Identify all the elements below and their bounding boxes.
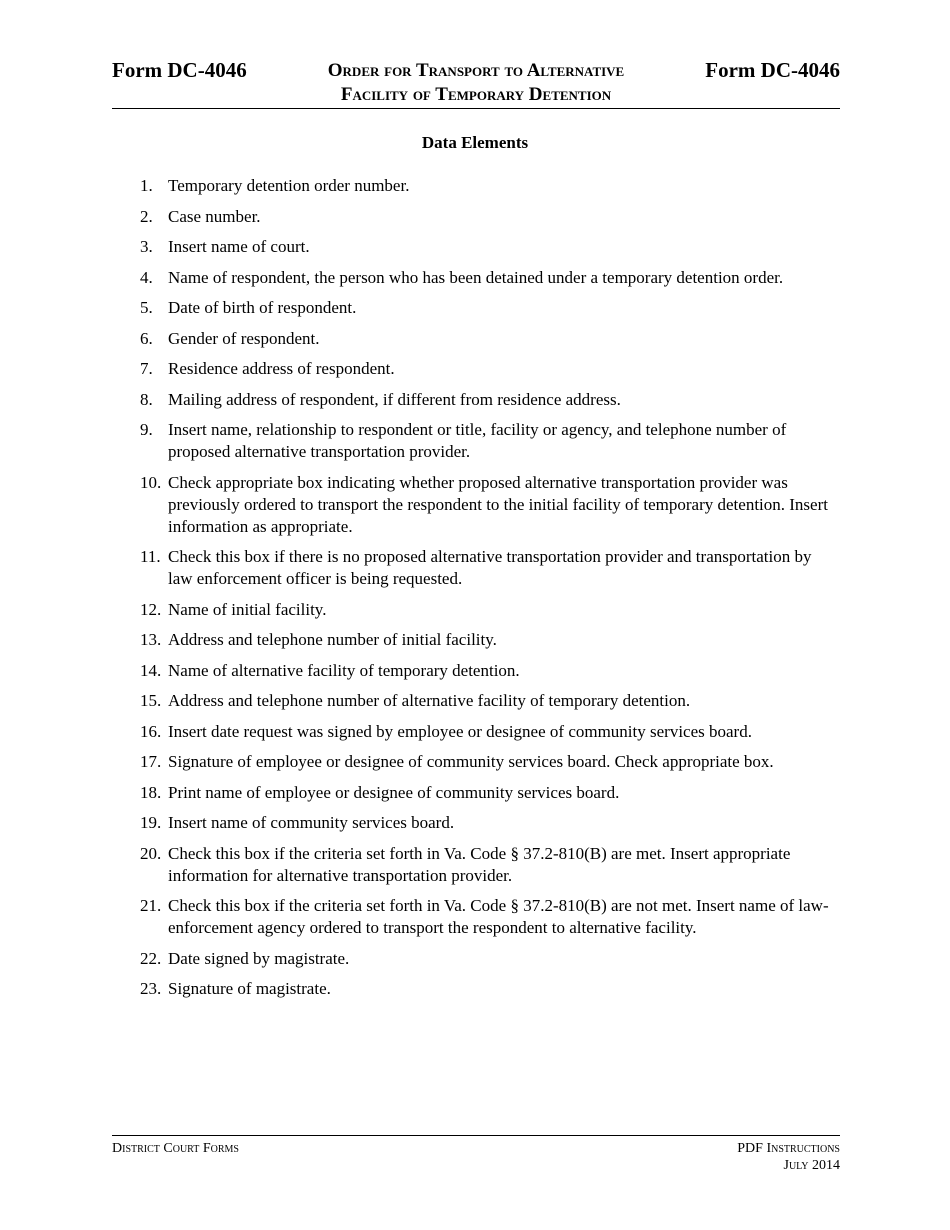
list-item bbox=[140, 721, 840, 743]
list-item-text: Insert name, relationship to respondent or title, facility or agency, and telephone number of proposed alternative transportation provider. bbox=[168, 420, 787, 461]
list-item-number: 17. bbox=[140, 752, 162, 771]
list-item-number: 7. bbox=[140, 359, 153, 378]
list-item bbox=[140, 175, 840, 197]
list-item-text: Date signed by magistrate. bbox=[168, 948, 350, 968]
list-item-number: 10. bbox=[140, 472, 162, 492]
list-item bbox=[140, 782, 840, 804]
form-title-line1: Order for Transport to Alternative bbox=[327, 60, 625, 81]
list-item-number: 8. bbox=[140, 389, 153, 409]
list-item-text: Insert name of court. bbox=[168, 237, 310, 256]
footer-left: District Court Forms bbox=[112, 1141, 239, 1156]
list-item-number: 2. bbox=[140, 206, 153, 226]
list-item-number: 15. bbox=[140, 691, 162, 710]
list-item bbox=[140, 599, 840, 621]
list-item-number: 14. bbox=[140, 660, 162, 680]
list-item-text: Check this box if the criteria set forth in Va. Code § 37.2-810(B) are not met. Insert name of law-enforcement agency ordered to transport the respondent to alternative facility. bbox=[168, 896, 829, 937]
list-item-number: 1. bbox=[140, 176, 153, 195]
list-item-text: Signature of magistrate. bbox=[168, 979, 331, 998]
list-item-text: Check appropriate box indicating whether proposed alternative transportation provider was previously ordered to transport the respondent to the initial facility of temporary detention. Insert information as appropriate. bbox=[168, 472, 828, 536]
list-item-text: Residence address of respondent. bbox=[168, 359, 395, 378]
list-item bbox=[140, 236, 840, 258]
list-item-text: Insert name of community services board. bbox=[168, 813, 455, 832]
list-item bbox=[140, 358, 840, 380]
form-number-left: Form DC-4046 bbox=[112, 58, 247, 82]
list-item-number: 4. bbox=[140, 267, 153, 287]
list-item-text: Date of birth of respondent. bbox=[168, 298, 357, 317]
list-item bbox=[140, 389, 840, 411]
section-title: Data Elements bbox=[421, 133, 529, 152]
list-item-text: Temporary detention order number. bbox=[168, 176, 410, 195]
list-item-text: Check this box if there is no proposed alternative transportation provider and transportation by law enforcement officer is being requested. bbox=[168, 547, 812, 588]
list-item bbox=[140, 690, 840, 712]
list-item-number: 16. bbox=[140, 721, 162, 741]
list-item-text: Signature of employee or designee of community services board. Check appropriate box. bbox=[168, 752, 774, 771]
footer-right bbox=[737, 1140, 840, 1174]
list-item-number: 20. bbox=[140, 843, 162, 863]
list-item-text: Check this box if the criteria set forth in Va. Code § 37.2-810(B) are met. Insert appropriate information for alternative transportation provider. bbox=[168, 843, 791, 885]
list-item-text: Case number. bbox=[168, 206, 261, 226]
list-item-text: Print name of employee or designee of community services board. bbox=[168, 782, 620, 802]
list-item-text: Address and telephone number of alternative facility of temporary detention. bbox=[168, 691, 691, 710]
list-item bbox=[140, 267, 840, 289]
data-elements-list bbox=[140, 175, 840, 1009]
list-item-text: Name of initial facility. bbox=[168, 599, 327, 619]
list-item bbox=[140, 629, 840, 651]
list-item bbox=[140, 472, 840, 538]
list-item bbox=[140, 978, 840, 1000]
list-item bbox=[140, 206, 840, 228]
footer-pdf: PDF bbox=[737, 1141, 763, 1156]
list-item-text: Mailing address of respondent, if different from residence address. bbox=[168, 389, 621, 409]
footer-right-line1 bbox=[737, 1140, 840, 1157]
list-item-text: Insert date request was signed by employee or designee of community services board. bbox=[168, 721, 752, 741]
list-item-number: 18. bbox=[140, 782, 162, 802]
list-item-number: 11. bbox=[140, 547, 161, 566]
list-item-text: Gender of respondent. bbox=[168, 328, 320, 348]
list-item bbox=[140, 812, 840, 834]
list-item-text: Name of respondent, the person who has been detained under a temporary detention order. bbox=[168, 267, 784, 287]
list-item-text: Name of alternative facility of temporary detention. bbox=[168, 660, 520, 680]
footer-date: July 2014 bbox=[783, 1158, 840, 1173]
form-header bbox=[112, 58, 840, 109]
form-title-line2: Facility of Temporary Detention bbox=[340, 84, 612, 105]
list-item-number: 22. bbox=[140, 948, 162, 968]
list-item bbox=[140, 297, 840, 319]
list-item bbox=[140, 895, 840, 939]
list-item bbox=[140, 948, 840, 970]
list-item bbox=[140, 751, 840, 773]
list-item-number: 3. bbox=[140, 237, 153, 256]
list-item bbox=[140, 546, 840, 590]
page-footer bbox=[112, 1135, 840, 1173]
list-item bbox=[140, 419, 840, 463]
footer-instructions: Instructions bbox=[766, 1141, 840, 1156]
list-item-number: 5. bbox=[140, 298, 153, 317]
list-item bbox=[140, 328, 840, 350]
list-item-number: 19. bbox=[140, 813, 162, 832]
list-item bbox=[140, 843, 840, 887]
list-item-number: 6. bbox=[140, 328, 153, 348]
list-item-number: 9. bbox=[140, 420, 153, 439]
list-item bbox=[140, 660, 840, 682]
list-item-number: 12. bbox=[140, 599, 162, 619]
list-item-number: 21. bbox=[140, 896, 162, 915]
list-item-number: 23. bbox=[140, 979, 162, 998]
form-number-right: Form DC-4046 bbox=[705, 58, 840, 82]
list-item-number: 13. bbox=[140, 630, 162, 649]
list-item-text: Address and telephone number of initial facility. bbox=[168, 630, 497, 649]
